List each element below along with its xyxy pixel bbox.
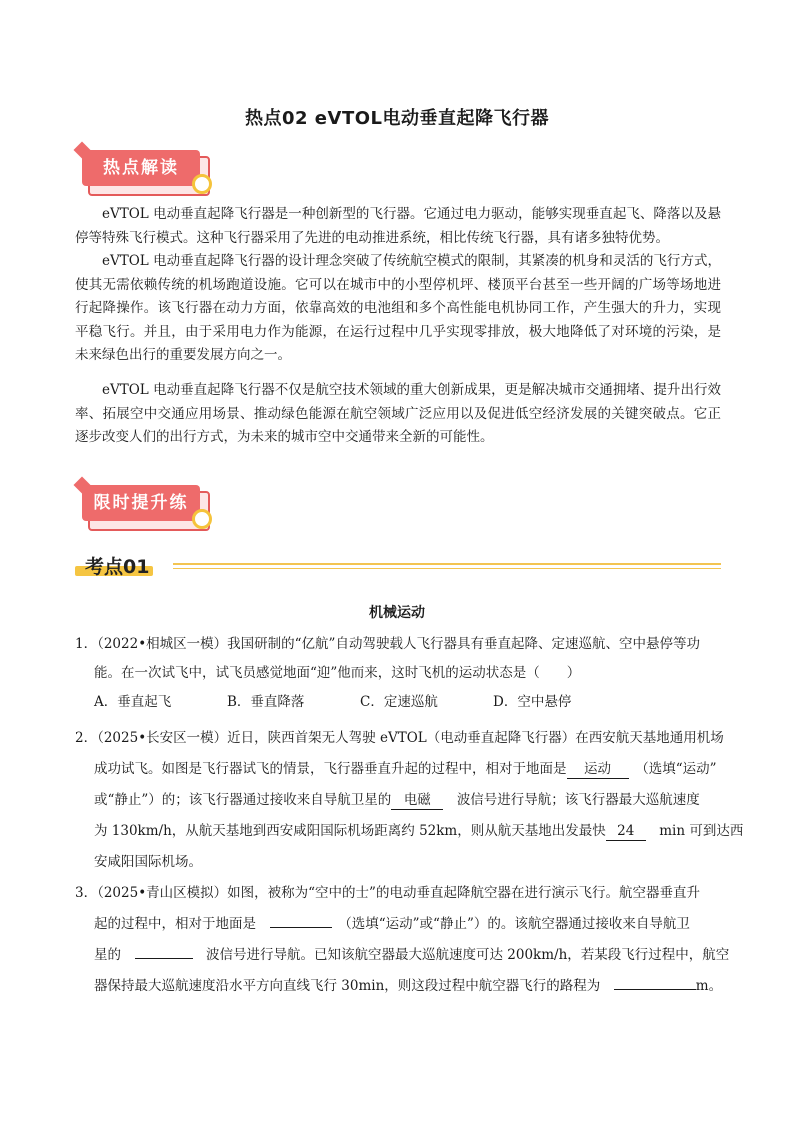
clip-icon	[192, 174, 212, 194]
practice-banner	[82, 485, 212, 529]
question-1	[75, 630, 735, 717]
question-3	[75, 878, 735, 1002]
exam-point-header	[75, 552, 721, 582]
choice-c: C．定速巡航	[360, 694, 438, 710]
question-text-line	[75, 816, 744, 847]
question-text: 波信号进行导航。已知该航空器最大巡航速度可达 200km/h，若某段飞行过程中，航空	[206, 947, 730, 963]
banner-label: 限时提升练	[82, 485, 200, 521]
page-title: 热点02 eVTOL电动垂直起降飞行器	[244, 108, 549, 129]
question-2	[75, 723, 744, 878]
answer-blank	[270, 909, 332, 928]
question-text: 起的过程中，相对于地面是	[94, 916, 256, 932]
choice-a: A．垂直起飞	[94, 694, 172, 710]
question-text: 成功试飞。如图是飞行器试飞的情景，飞行器垂直升起的过程中，相对于地面是	[94, 761, 567, 777]
answer-blank: 电磁	[391, 791, 443, 810]
question-text: 器保持最大巡航速度沿水平方向直线飞行 30min，则这段过程中航空器飞行的路程为	[94, 978, 601, 994]
question-text: 波信号进行导航；该飞行器最大巡航速度	[456, 792, 700, 808]
question-text-line	[75, 754, 735, 785]
exam-point-label: 考点01	[85, 556, 150, 578]
question-text: m。	[695, 978, 723, 994]
answer-blank	[135, 940, 193, 959]
intro-paragraph-3: eVTOL 电动垂直起降飞行器不仅是航空技术领域的重大创新成果，更是解决城市交通拥堵、提升出行效率、拓展空中交通应用场景、推动绿色能源在航空领域广泛应用以及促进低空经济发展的关键突破点。它正逐步改变人们的出行方式，为未来的城市空中交通带来全新的可能性。	[75, 382, 721, 445]
choice-b: B．垂直降落	[227, 694, 305, 710]
intro-paragraph-1: eVTOL 电动垂直起降飞行器是一种创新型的飞行器。它通过电力驱动，能够实现垂直起飞、降落以及悬停等特殊飞行模式。这种飞行器采用了先进的电动推进系统，相比传统飞行器，具有诸多独特优势。	[75, 206, 721, 246]
question-text: 安咸阳国际机场。	[94, 854, 202, 870]
question-text: 星的	[94, 947, 121, 963]
section-heading: 机械运动	[369, 605, 425, 621]
question-text-line	[75, 971, 735, 1002]
divider-line	[173, 563, 721, 565]
intro-paragraph-2: eVTOL 电动垂直起降飞行器的设计理念突破了传统航空模式的限制，其紧凑的机身和灵活的飞行方式，使其无需依赖传统的机场跑道设施。它可以在城市中的小型停机坪、楼顶平台甚至一些开阔的广场等场地进行起降操作。该飞行器在动力方面，依靠高效的电池组和多个高性能电机协同工作，产生强大的升力，实现平稳飞行。并且，由于采用电力作为能源，在运行过程中几乎实现零排放，极大地降低了对环境的污染，是未来绿色出行的重要发展方向之一。	[75, 253, 721, 363]
question-text: min 可到达西	[659, 823, 744, 839]
choice-list	[75, 688, 735, 717]
question-text-line	[75, 909, 735, 940]
question-text: 1．（2022•相城区一模）我国研制的“亿航”自动驾驶载人飞行器具有垂直起降、定速巡航、空中悬停等功	[75, 636, 700, 652]
question-text: 能。在一次试飞中，试飞员感觉地面“迎”他而来，这时飞机的运动状态是（ ）	[94, 665, 581, 681]
answer-blank	[614, 971, 696, 990]
question-text: （选填“运动”	[642, 761, 717, 777]
question-text: 或“静止”）的；该飞行器通过接收来自导航卫星的	[94, 792, 392, 808]
question-text-line	[75, 785, 735, 816]
divider-line	[173, 568, 721, 569]
question-text: 为 130km/h，从航天基地到西安咸阳国际机场距离约 52km，则从航天基地出发最快	[94, 823, 606, 839]
answer-blank: 24	[606, 822, 646, 841]
question-text: （选填“运动”或“静止”）的。该航空器通过接收来自导航卫	[345, 916, 690, 932]
question-text-line	[75, 940, 735, 971]
question-text: 2．（2025•长安区一模）近日，陕西首架无人驾驶 eVTOL（电动垂直起降飞行器）在西安航天基地通用机场	[75, 730, 724, 746]
hotspot-reading-banner	[82, 150, 212, 194]
choice-d: D．空中悬停	[493, 694, 572, 710]
clip-icon	[192, 509, 212, 529]
question-text: 3．（2025•青山区模拟）如图，被称为“空中的士”的电动垂直起降航空器在进行演示飞行。航空器垂直升	[75, 885, 700, 901]
answer-blank: 运动	[567, 760, 629, 779]
banner-label: 热点解读	[82, 150, 200, 186]
